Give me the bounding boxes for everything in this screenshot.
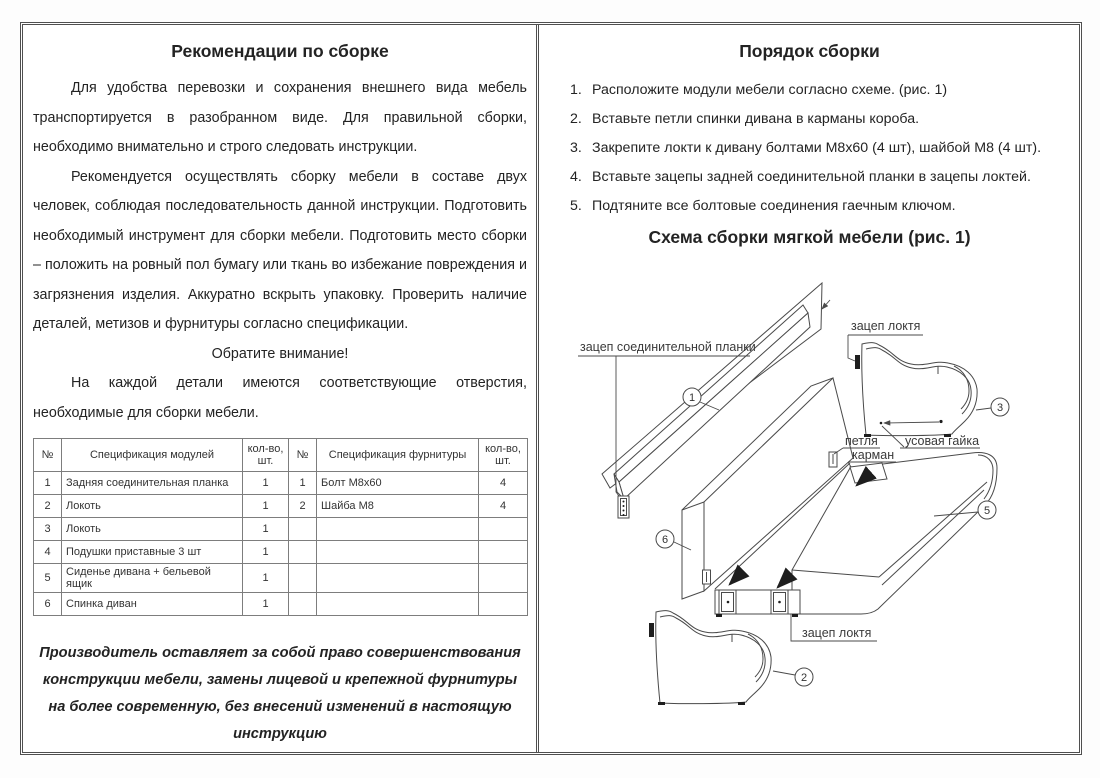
step-text: Расположите модули мебели согласно схеме. (рис. 1)	[592, 82, 948, 98]
cell	[317, 564, 479, 593]
cell: 4	[479, 495, 528, 518]
base-frame	[715, 571, 800, 617]
cell: Шайба М8	[317, 495, 479, 518]
cell	[317, 541, 479, 564]
step-number: 2.	[570, 111, 582, 127]
col-header-num1: №	[34, 439, 62, 472]
cell	[479, 564, 528, 593]
armrest-left	[649, 611, 771, 705]
instruction-sheet	[20, 22, 1082, 755]
col-header-hardware: Спецификация фурнитуры	[317, 439, 479, 472]
cell: 4	[479, 472, 528, 495]
table-row	[34, 541, 528, 564]
assembly-step-3	[570, 134, 1073, 163]
step-number: 3.	[570, 140, 582, 156]
step-text: Вставьте петли спинки дивана в карманы короба.	[592, 111, 920, 127]
cell: 3	[34, 518, 62, 541]
cell: 2	[289, 495, 317, 518]
svg-text:2: 2	[800, 672, 808, 684]
step-text: Вставьте зацепы задней соединительной планки в зацепы локтей.	[592, 169, 1031, 185]
cell: Подушки приставные 3 шт	[62, 541, 243, 564]
cell: 1	[243, 518, 289, 541]
cell: 1	[243, 472, 289, 495]
assembly-step-4	[570, 163, 1073, 192]
svg-text:карман: карман	[852, 448, 895, 462]
svg-text:6: 6	[661, 534, 669, 546]
step-text: Подтяните все болтовые соединения гаечным ключом.	[592, 198, 956, 214]
cell	[317, 518, 479, 541]
spec-table	[33, 438, 528, 616]
left-page	[23, 25, 536, 752]
cell: 1	[243, 495, 289, 518]
manufacturer-note: Производитель оставляет за собой право совершенствования конструкции мебели, замены лицевой и крепежной фурнитуры на более современную, без внесений изменений в настоящую инструкцию	[39, 645, 521, 742]
assembly-step-2	[570, 105, 1073, 134]
cell	[479, 518, 528, 541]
callout-3	[976, 398, 1009, 416]
cell: 4	[34, 541, 62, 564]
figure-title: Схема сборки мягкой мебели (рис. 1)	[648, 227, 971, 247]
cell: 1	[34, 472, 62, 495]
exploded-view-drawing	[544, 252, 1076, 736]
table-row	[34, 518, 528, 541]
svg-text:зацеп соединительной планки: зацеп соединительной планки	[580, 340, 756, 354]
cell	[479, 593, 528, 616]
cell: Локоть	[62, 518, 243, 541]
assembly-steps	[546, 76, 1073, 221]
col-header-qty2: кол-во, шт.	[479, 439, 528, 472]
spec-table-header-row	[34, 439, 528, 472]
table-row	[34, 495, 528, 518]
svg-text:3: 3	[996, 402, 1004, 414]
label-arm-hook-bottom	[791, 614, 877, 641]
assembly-diagram	[544, 252, 1076, 736]
col-header-qty1: кол-во, шт.	[243, 439, 289, 472]
paragraph-preparation: Рекомендуется осуществлять сборку мебели в составе двух человек, соблюдая последовательность данной инструкции. Подготовить необходимый инструмент для сборки мебели. Подготовить место сборки – положить на ровный пол бумагу или ткань во избежание повреждения и загрязнения изделия. Аккуратно вскрыть упаковку. Проверить наличие деталей, метизов и фурнитуры согласно спецификации.	[33, 168, 527, 332]
cell	[289, 593, 317, 616]
col-header-num2: №	[289, 439, 317, 472]
cell: 1	[243, 593, 289, 616]
cell: Задняя соединительная планка	[62, 472, 243, 495]
cell: 1	[243, 541, 289, 564]
bolt-m8	[778, 574, 791, 587]
cell: 6	[34, 593, 62, 616]
step-text: Закрепите локти к дивану болтами М8х60 (4 шт), шайбой М8 (4 шт).	[592, 140, 1042, 156]
plank-hook	[618, 496, 629, 518]
assembly-step-5	[570, 192, 1073, 221]
cell	[289, 541, 317, 564]
svg-text:петля: петля	[845, 434, 878, 448]
step-number: 1.	[570, 82, 582, 98]
svg-text:зацеп локтя: зацеп локтя	[802, 626, 872, 640]
cell: 1	[289, 472, 317, 495]
col-header-modules: Спецификация модулей	[62, 439, 243, 472]
cell	[289, 518, 317, 541]
page-divider	[536, 25, 539, 752]
cell: 5	[34, 564, 62, 593]
cell	[317, 593, 479, 616]
svg-text:5: 5	[983, 505, 991, 517]
page-title-left: Рекомендации по сборке	[171, 41, 389, 61]
assembly-step-1	[570, 76, 1073, 105]
step-number: 4.	[570, 169, 582, 185]
callout-2	[773, 668, 813, 686]
cell	[479, 541, 528, 564]
page-title-right: Порядок сборки	[739, 41, 880, 61]
svg-text:усовая гайка: усовая гайка	[905, 434, 980, 448]
table-row	[34, 593, 528, 616]
svg-text:зацеп локтя: зацеп локтя	[851, 319, 921, 333]
hinge-loop	[829, 452, 837, 467]
cell	[289, 564, 317, 593]
step-number: 5.	[570, 198, 582, 214]
table-row	[34, 564, 528, 593]
cell: 1	[243, 564, 289, 593]
paragraph-holes: На каждой детали имеются соответствующие отверстия, необходимые для сборки мебели.	[33, 375, 527, 421]
svg-text:1: 1	[688, 392, 696, 404]
hinge-loop	[703, 570, 711, 584]
table-row	[34, 472, 528, 495]
cell: Локоть	[62, 495, 243, 518]
cell: Спинка диван	[62, 593, 243, 616]
cell: 2	[34, 495, 62, 518]
notice-heading: Обратите внимание!	[211, 345, 349, 362]
cell: Болт М8х60	[317, 472, 479, 495]
right-page	[540, 25, 1079, 752]
paragraph-transport: Для удобства перевозки и сохранения внешнего вида мебель транспортируется в разобранном виде. Для правильной сборки, необходимо внимательно и строго следовать инструкции.	[33, 80, 527, 155]
cell: Сиденье дивана + бельевой ящик	[62, 564, 243, 593]
